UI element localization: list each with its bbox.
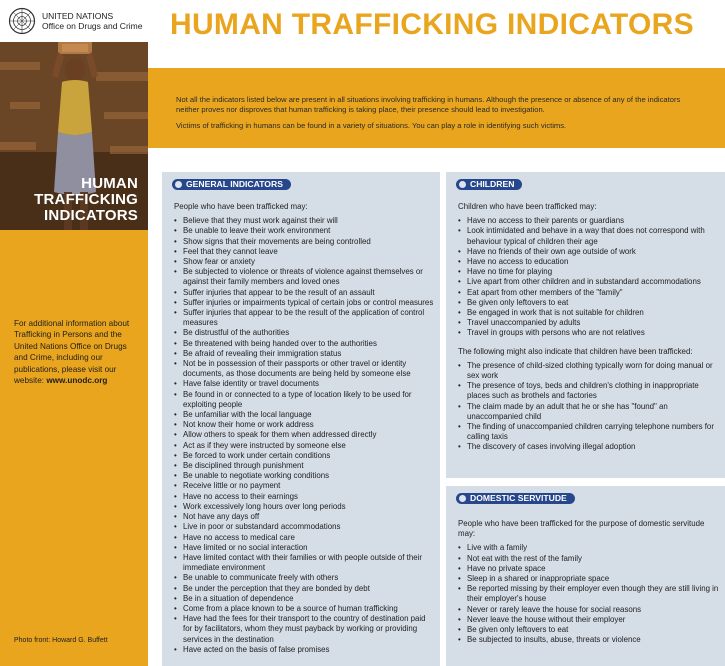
sidebar <box>0 0 148 666</box>
indicator-item: • Suffer injuries or impairments typical of certain jobs or control measures <box>174 298 434 308</box>
sidebar-title-line: INDICATORS <box>44 207 138 224</box>
indicator-item: • Be found in or connected to a type of location likely to be used for exploiting people <box>174 390 434 410</box>
indicator-item: • Travel in groups with persons who are not relatives <box>458 328 719 338</box>
children-body <box>458 202 719 453</box>
indicator-item: • Have no access to medical care <box>174 533 434 543</box>
intro-paragraph: Not all the indicators listed below are present in all situations involving trafficking in humans. Although the presence or absence of any of the indicators neither proves nor disproves that human trafficking is taking place, their presence should lead to investigation. <box>176 95 681 114</box>
website-link[interactable]: www.unodc.org <box>46 376 108 386</box>
indicator-item: • Receive little or no payment <box>174 481 434 491</box>
children-extra-indicator-list <box>458 361 719 453</box>
sidebar-info-text: For additional information about Trafficking in Persons and the United Nations Office on Drugs and Crime, including our publications, please visit our website: <box>14 319 130 386</box>
indicator-item: • Be engaged in work that is not suitable for children <box>458 308 719 318</box>
indicator-item: • The presence of toys, beds and children's clothing in inappropriate places such as brothels and factories <box>458 381 719 401</box>
indicator-item: • Not be in possession of their passports or other travel or identity documents, as those documents are being held by someone else <box>174 359 434 379</box>
un-emblem-icon <box>8 7 36 35</box>
indicator-item: • Have no time for playing <box>458 267 719 277</box>
indicator-item: • Be given only leftovers to eat <box>458 298 719 308</box>
sidebar-title-line: TRAFFICKING <box>34 191 138 208</box>
indicator-item: • Sleep in a shared or inappropriate space <box>458 574 719 584</box>
sidebar-title-line: HUMAN <box>81 175 138 192</box>
indicator-item: • The finding of unaccompanied children carrying telephone numbers for calling taxis <box>458 422 719 442</box>
indicator-item: • Be unfamiliar with the local language <box>174 410 434 420</box>
indicator-item: • Never or rarely leave the house for social reasons <box>458 605 719 615</box>
domestic-servitude-heading: DOMESTIC SERVITUDE <box>456 493 575 504</box>
indicator-item: • Show fear or anxiety <box>174 257 434 267</box>
indicator-item: • Have no access to their earnings <box>174 492 434 502</box>
general-indicators-body <box>174 202 434 655</box>
general-indicators-panel <box>162 172 440 666</box>
indicator-item: • Be subjected to insults, abuse, threats or violence <box>458 635 719 645</box>
indicator-item: • Be reported missing by their employer even though they are still living in their employer's house <box>458 584 719 604</box>
indicator-item: • The claim made by an adult that he or she has "found" an unaccompanied child <box>458 402 719 422</box>
intro-banner <box>148 68 725 148</box>
intro-text <box>176 95 704 131</box>
page-title: HUMAN TRAFFICKING INDICATORS <box>170 8 694 41</box>
indicator-item: • Allow others to speak for them when addressed directly <box>174 430 434 440</box>
general-lead: People who have been trafficked may: <box>174 202 308 211</box>
indicator-item: • Have had the fees for their transport to the country of destination paid for by facilitators, whom they must payback by working or providing services in the destination <box>174 614 434 645</box>
indicator-item: • Not eat with the rest of the family <box>458 554 719 564</box>
logo-text <box>42 11 142 31</box>
domestic-indicator-list <box>458 543 719 645</box>
children-heading: CHILDREN <box>456 179 522 190</box>
indicator-item: • Be distrustful of the authorities <box>174 328 434 338</box>
indicator-item: • Have acted on the basis of false promises <box>174 645 434 655</box>
sidebar-title <box>34 176 138 224</box>
children-indicator-list <box>458 216 719 338</box>
indicator-item: • Live with a family <box>458 543 719 553</box>
indicator-item: • Not have any days off <box>174 512 434 522</box>
domestic-lead: People who have been trafficked for the purpose of domestic servitude may: <box>458 519 705 539</box>
indicator-item: • Work excessively long hours over long periods <box>174 502 434 512</box>
indicator-item: • Not know their home or work address <box>174 420 434 430</box>
intro-paragraph: Victims of trafficking in humans can be found in a variety of situations. You can play a role in identifying such victims. <box>176 121 567 131</box>
children-panel <box>446 172 725 478</box>
indicator-item: • Be afraid of revealing their immigration status <box>174 349 434 359</box>
indicator-item: • Feel that they cannot leave <box>174 247 434 257</box>
indicator-item: • Look intimidated and behave in a way that does not correspond with behaviour typical of children their age <box>458 226 719 246</box>
indicator-item: • Be unable to communicate freely with others <box>174 573 434 583</box>
indicator-item: • The presence of child-sized clothing typically worn for doing manual or sex work <box>458 361 719 381</box>
indicator-item: • Have no private space <box>458 564 719 574</box>
indicator-item: • Have false identity or travel documents <box>174 379 434 389</box>
indicator-item: • The discovery of cases involving illegal adoption <box>458 442 719 452</box>
indicator-item: • Be subjected to violence or threats of violence against themselves or against their family members and loved ones <box>174 267 434 287</box>
indicator-item: • Come from a place known to be a source of human trafficking <box>174 604 434 614</box>
indicator-item: • Be unable to negotiate working conditions <box>174 471 434 481</box>
indicator-item: • Be forced to work under certain conditions <box>174 451 434 461</box>
indicator-item: • Act as if they were instructed by someone else <box>174 441 434 451</box>
indicator-item: • Travel unaccompanied by adults <box>458 318 719 328</box>
general-indicators-heading: GENERAL INDICATORS <box>172 179 291 190</box>
indicator-item: • Eat apart from other members of the "family" <box>458 288 719 298</box>
indicator-item: • Have no access to their parents or guardians <box>458 216 719 226</box>
indicator-item: • Have no access to education <box>458 257 719 267</box>
indicator-item: • Have no friends of their own age outside of work <box>458 247 719 257</box>
logo-org-line1: UNITED NATIONS <box>42 11 114 21</box>
unodc-logo[interactable] <box>0 0 148 42</box>
photo-credit: Photo front: Howard G. Buffett <box>14 637 108 644</box>
indicator-item: • Live apart from other children and in substandard accommodations <box>458 277 719 287</box>
domestic-servitude-body <box>458 519 719 645</box>
indicator-item: • Believe that they must work against their will <box>174 216 434 226</box>
general-indicator-list <box>174 216 434 655</box>
indicator-item: • Suffer injuries that appear to be the result of the application of control measures <box>174 308 434 328</box>
indicator-item: • Be given only leftovers to eat <box>458 625 719 635</box>
indicator-item: • Have limited or no social interaction <box>174 543 434 553</box>
sidebar-info <box>14 318 140 386</box>
logo-org-line2: Office on Drugs and Crime <box>42 21 143 31</box>
indicator-item: • Show signs that their movements are being controlled <box>174 237 434 247</box>
indicator-item: • Be unable to leave their work environment <box>174 226 434 236</box>
domestic-servitude-panel <box>446 486 725 666</box>
indicator-item: • Be under the perception that they are bonded by debt <box>174 584 434 594</box>
indicator-item: • Live in poor or substandard accommodations <box>174 522 434 532</box>
indicator-item: • Be in a situation of dependence <box>174 594 434 604</box>
indicator-item: • Suffer injuries that appear to be the result of an assault <box>174 288 434 298</box>
children-lead-2: The following might also indicate that children have been trafficked: <box>458 346 693 356</box>
indicator-item: • Be disciplined through punishment <box>174 461 434 471</box>
indicator-item: • Be threatened with being handed over to the authorities <box>174 339 434 349</box>
indicator-item: • Never leave the house without their employer <box>458 615 719 625</box>
indicator-item: • Have limited contact with their families or with people outside of their immediate environment <box>174 553 434 573</box>
children-lead: Children who have been trafficked may: <box>458 202 597 211</box>
